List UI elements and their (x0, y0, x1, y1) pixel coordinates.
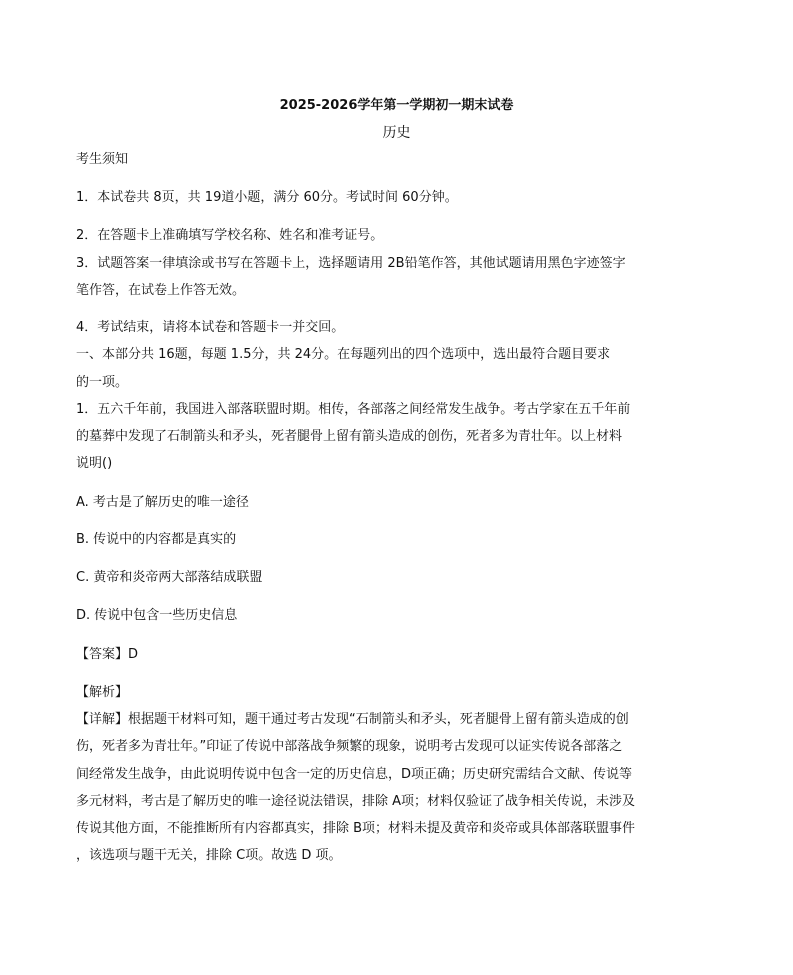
section-instruction: 一、本部分共 16题，每题 1.5分，共 24分。在每题列出的四个选项中，选出最符合题目要求 (76, 347, 611, 362)
analysis-heading: 【解析】 (76, 685, 129, 700)
option-d: D. 传说中包含一些历史信息 (76, 608, 238, 623)
question-stem: 说明() (76, 456, 113, 471)
analysis-line: 伤，死者多为青壮年。”印证了传说中部落战争频繁的现象，说明考古发现可以证实传说各部落之 (76, 739, 623, 754)
exam-subject: 历史 (382, 125, 411, 141)
section-instruction-cont: 的一项。 (76, 375, 129, 390)
notice-item: 2．在答题卡上准确填写学校名称、姓名和准考证号。 (76, 228, 384, 243)
notice-heading: 考生须知 (76, 152, 129, 167)
analysis-line: 多元材料，考古是了解历史的唯一途径说法错误，排除 A项；材料仅验证了战争相关传说，未涉及 (76, 794, 636, 809)
notice-item: 1．本试卷共 8页，共 19道小题，满分 60分。考试时间 60分钟。 (76, 190, 458, 205)
notice-item-cont: 笔作答，在试卷上作答无效。 (76, 283, 246, 298)
notice-item: 4．考试结束，请将本试卷和答题卡一并交回。 (76, 320, 345, 335)
notice-item: 3．试题答案一律填涂或书写在答题卡上，选择题请用 2B铅笔作答，其他试题请用黑色字迹签字 (76, 256, 626, 271)
question-stem: 1．五六千年前，我国进入部落联盟时期。相传，各部落之间经常发生战争。考古学家在五千年前 (76, 402, 631, 417)
analysis-line: 传说其他方面，不能推断所有内容都真实，排除 B项；材料未提及黄帝和炎帝或具体部落联盟事件 (76, 821, 636, 836)
question-stem: 的墓葬中发现了石制箭头和矛头，死者腿骨上留有箭头造成的创伤，死者多为青壮年。以上材料 (76, 429, 623, 444)
exam-title: 2025-2026学年第一学期初一期末试卷 (279, 98, 514, 113)
analysis-line: 间经常发生战争，由此说明传说中包含一定的历史信息，D项正确；历史研究需结合文献、传说等 (76, 767, 633, 782)
option-a: A. 考古是了解历史的唯一途径 (76, 495, 249, 510)
analysis-line: 【详解】根据题干材料可知，题干通过考古发现“石制箭头和矛头，死者腿骨上留有箭头造成的创 (76, 712, 629, 727)
option-b: B. 传说中的内容都是真实的 (76, 532, 237, 547)
option-c: C. 黄帝和炎帝两大部落结成联盟 (76, 570, 263, 585)
analysis-line: ，该选项与题干无关，排除 C项。故选 D 项。 (76, 848, 342, 863)
answer: 【答案】D (76, 647, 139, 662)
